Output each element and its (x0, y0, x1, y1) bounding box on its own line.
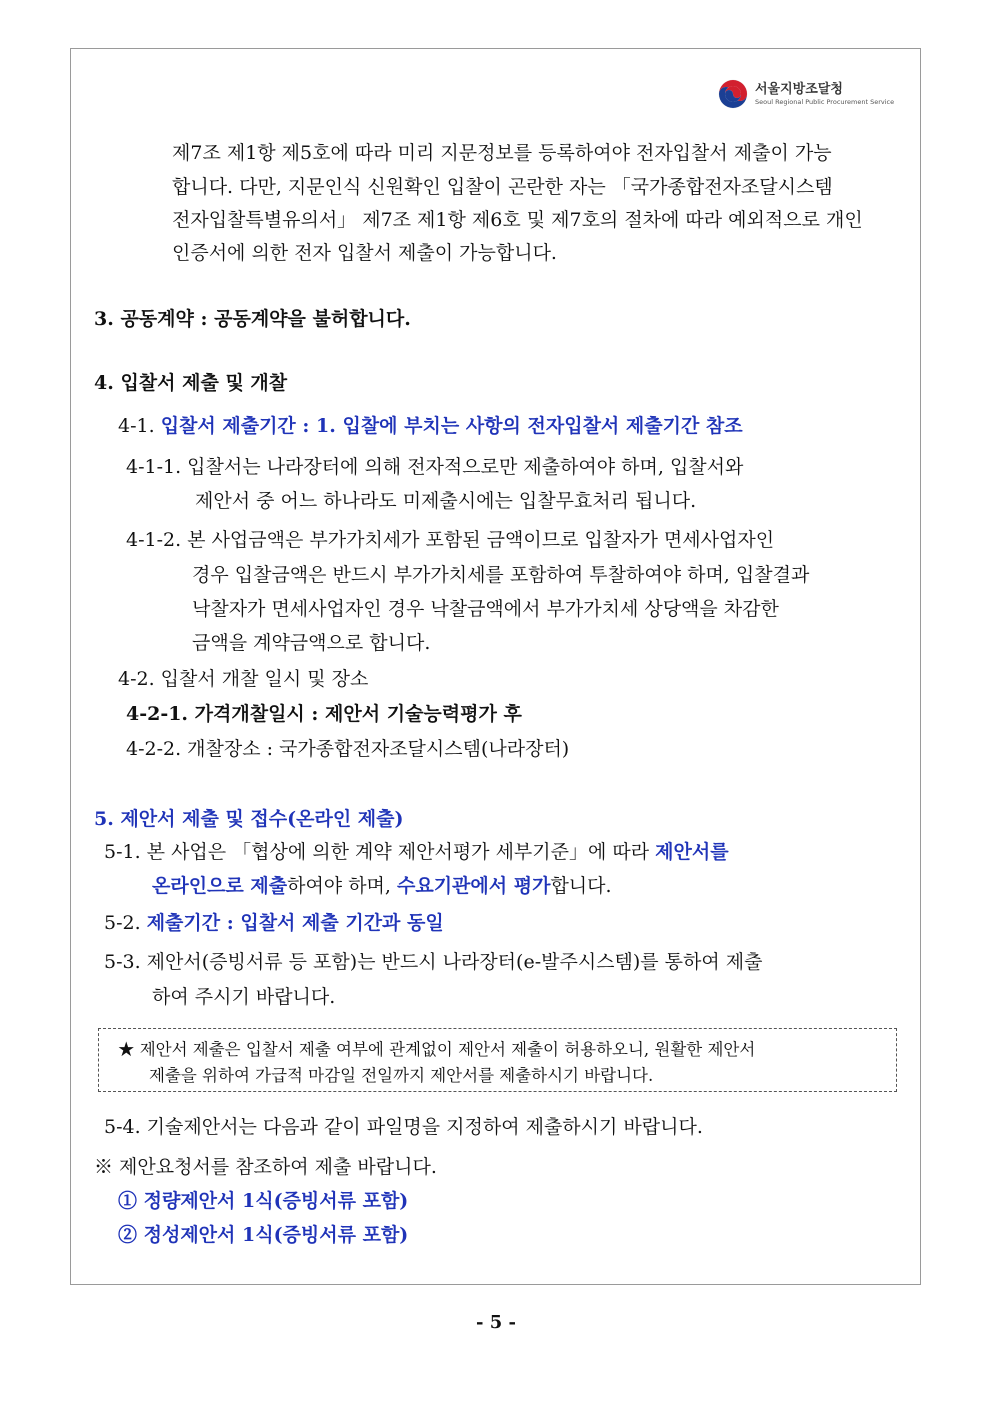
section-5-4: 5-4. 기술제안서는 다음과 같이 파일명을 지정하여 제출하시기 바랍니다. (104, 1116, 703, 1138)
section-5-1-emphasis: 제안서를 (655, 841, 729, 863)
list-item: ② 정성제안서 1식(증빙서류 포함) (118, 1224, 409, 1246)
section-4-2: 4-2. 입찰서 개찰 일시 및 장소 (118, 668, 369, 690)
section-5-3-line: 5-3. 제안서(증빙서류 등 포함)는 반드시 나라장터(e-발주시스템)를 통하여 제출 (104, 951, 763, 973)
paragraph-line: 전자입찰특별유의서」 제7조 제1항 제6호 및 제7호의 절차에 따라 예외적으로 개인 (172, 209, 863, 231)
org-name-en: Seoul Regional Public Procurement Service (755, 98, 895, 106)
section-4-1-2-line: 경우 입찰금액은 반드시 부가가치세를 포함하여 투찰하여야 하며, 입찰결과 (192, 564, 810, 586)
section-5-1-text: 하여야 하며, (287, 875, 391, 897)
section-5-2-text: 제출기간 : 입찰서 제출 기간과 동일 (146, 912, 444, 934)
section-5-1-emphasis: 온라인으로 제출 (152, 875, 288, 897)
taegeuk-emblem-icon (717, 78, 749, 110)
section-4-1-text: 입찰서 제출기간 : 1. 입찰에 부치는 사항의 전자입찰서 제출기간 참조 (160, 415, 743, 437)
section-5-3-line: 하여 주시기 바랍니다. (152, 986, 336, 1008)
section-5-2-number: 5-2. (104, 912, 141, 934)
notice-box (98, 1028, 897, 1092)
section-4-1-2-line: 금액을 계약금액으로 합니다. (192, 632, 431, 654)
section-3-heading: 3. 공동계약 : 공동계약을 불허합니다. (94, 308, 411, 330)
section-4-1-1-line: 4-1-1. 입찰서는 나라장터에 의해 전자적으로만 제출하여야 하며, 입찰서와 (126, 456, 744, 478)
section-5-1-line2 (152, 874, 612, 898)
section-5-2 (104, 911, 444, 935)
paragraph-line: 합니다. 다만, 지문인식 신원확인 입찰이 곤란한 자는 「국가종합전자조달시스템 (172, 176, 833, 198)
section-4-heading: 4. 입찰서 제출 및 개찰 (94, 372, 288, 394)
list-item: ① 정량제안서 1식(증빙서류 포함) (118, 1190, 409, 1212)
section-4-1 (118, 414, 743, 438)
notice-line: ★ 제안서 제출은 입찰서 제출 여부에 관계없이 제안서 제출이 허용하오니, 원활한 제안서 (118, 1040, 756, 1059)
notice-line: 제출을 위하여 가급적 마감일 전일까지 제안서를 제출하시기 바랍니다. (149, 1066, 654, 1085)
section-5-1-line1 (104, 840, 729, 864)
section-5-1-text: 합니다. (550, 875, 612, 897)
section-4-2-2: 4-2-2. 개찰장소 : 국가종합전자조달시스템(나라장터) (126, 738, 570, 760)
section-4-1-number: 4-1. (118, 415, 155, 437)
section-4-1-1-line: 제안서 중 어느 하나라도 미제출시에는 입찰무효처리 됩니다. (195, 490, 697, 512)
section-5-1-text: 5-1. 본 사업은 「협상에 의한 계약 제안서평가 세부기준」에 따라 (104, 841, 650, 863)
org-name-ko: 서울지방조달청 (755, 82, 843, 97)
paragraph-line: 인증서에 의한 전자 입찰서 제출이 가능합니다. (172, 242, 557, 264)
paragraph-line: 제7조 제1항 제5호에 따라 미리 지문정보를 등록하여야 전자입찰서 제출이 가능 (172, 142, 832, 164)
section-5-1-emphasis: 수요기관에서 평가 (397, 875, 551, 897)
section-5-heading: 5. 제안서 제출 및 접수(온라인 제출) (94, 808, 404, 830)
section-4-2-1: 4-2-1. 가격개찰일시 : 제안서 기술능력평가 후 (126, 703, 522, 725)
section-4-1-2-line: 4-1-2. 본 사업금액은 부가가치세가 포함된 금액이므로 입찰자가 면세사업자인 (126, 529, 775, 551)
reference-note: ※ 제안요청서를 참조하여 제출 바랍니다. (94, 1156, 437, 1178)
org-logo (717, 76, 897, 112)
page-number: - 5 - (476, 1312, 516, 1333)
section-4-1-2-line: 낙찰자가 면세사업자인 경우 낙찰금액에서 부가가치세 상당액을 차감한 (192, 598, 779, 620)
